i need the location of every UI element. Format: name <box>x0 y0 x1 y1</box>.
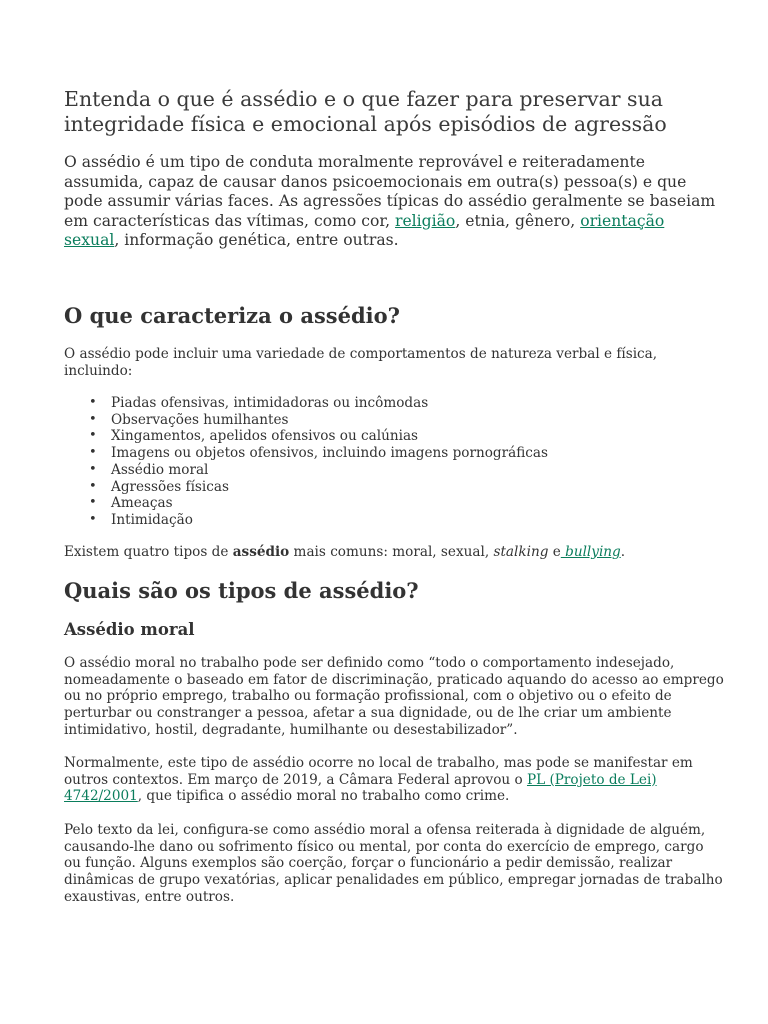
bullet-icon: • <box>89 411 97 427</box>
list-item: • Piadas ofensivas, intimidadoras ou incômodas <box>89 395 429 411</box>
lead-text-1: O assédio é um tipo de conduta moralmente reprovável e reiteradamente assumida, capaz de causar danos psicoemocionais em outra(s) pessoa(s) e que pode assumir várias faces. As agressões típicas do assédio geralmente se baseiam em características das vítimas, como cor, <box>64 153 716 230</box>
list-item: • Agressões físicas <box>89 478 229 495</box>
assedio-moral-definition: O assédio moral no trabalho pode ser definido como “todo o comportamento indesejado, nomeadamente o baseado em fator de discriminação, praticado aquando do acesso ao emprego ou no próprio emprego, trabalho ou formação profissional, com o objetivo ou o efeito de perturbar ou constranger a pessoa, afetar a sua dignidade, ou de lhe criar um ambiente intimidativo, hostil, degradante, humilhante ou desestabilizador”. <box>64 655 724 738</box>
list-item: • Assédio moral <box>89 461 209 478</box>
list-item: • Xingamentos, apelidos ofensivos ou calúnias <box>89 428 419 445</box>
religiao-link[interactable]: religião <box>395 211 456 230</box>
subheading-assedio-moral: Assédio moral <box>64 620 195 639</box>
lead-text-3: , informação genética, entre outras. <box>114 231 399 249</box>
behavior-list <box>64 395 548 529</box>
list-item: • Observações humilhantes <box>89 411 289 428</box>
types-summary: Existem quatro tipos de assédio mais comuns: moral, sexual, stalking e bullying. <box>64 544 626 560</box>
bullet-icon: • <box>89 445 97 461</box>
list-item: • Intimidação <box>89 511 193 528</box>
assedio-moral-law: Pelo texto da lei, configura-se como assédio moral a ofensa reiterada à dignidade de alguém, causando-lhe dano ou sofrimento físico ou mental, por conta do exercício de emprego, cargo ou função. Alguns exemplos são coerção, forçar o funcionário a pedir demissão, realizar dinâmicas de grupo vexatórias, aplicar penalidades em público, empregar jornadas de trabalho exaustivas, entre outros. <box>64 822 723 905</box>
article-subtitle: Entenda o que é assédio e o que fazer para preservar sua integridade física e emocional após episódios de agressão <box>64 87 667 136</box>
list-item: • Ameaças <box>89 495 173 512</box>
section-heading-caracteriza: O que caracteriza o assédio? <box>64 303 400 328</box>
pl-4742-link[interactable]: PL (Projeto de Lei) 4742/2001 <box>64 771 657 805</box>
bullying-link[interactable]: bullying <box>560 544 621 560</box>
bullet-icon: • <box>89 461 97 477</box>
bullet-icon: • <box>89 495 97 511</box>
bullet-icon: • <box>89 428 97 444</box>
section-heading-tipos: Quais são os tipos de assédio? <box>64 578 419 603</box>
stalking-italic: stalking <box>493 544 549 560</box>
orientacao-sexual-link[interactable]: orientação sexual <box>64 211 665 249</box>
bullet-icon: • <box>89 478 97 494</box>
list-item: • Imagens ou objetos ofensivos, incluindo imagens pornográficas <box>89 445 548 462</box>
section1-intro: O assédio pode incluir uma variedade de comportamentos de natureza verbal e física, incluindo: <box>64 346 658 379</box>
assedio-bold: assédio <box>232 544 290 560</box>
lead-text-2: , etnia, gênero, <box>455 211 581 230</box>
bullet-icon: • <box>89 511 97 527</box>
bullet-icon: • <box>89 395 97 410</box>
assedio-moral-context: Normalmente, este tipo de assédio ocorre no local de trabalho, mas pode se manifestar em outros contextos. Em março de 2019, a Câmara Federal aprovou o PL (Projeto de Lei) 4742/2001, que tipifica o assédio moral no trabalho como crime. <box>64 755 693 805</box>
lead-paragraph <box>64 153 724 251</box>
